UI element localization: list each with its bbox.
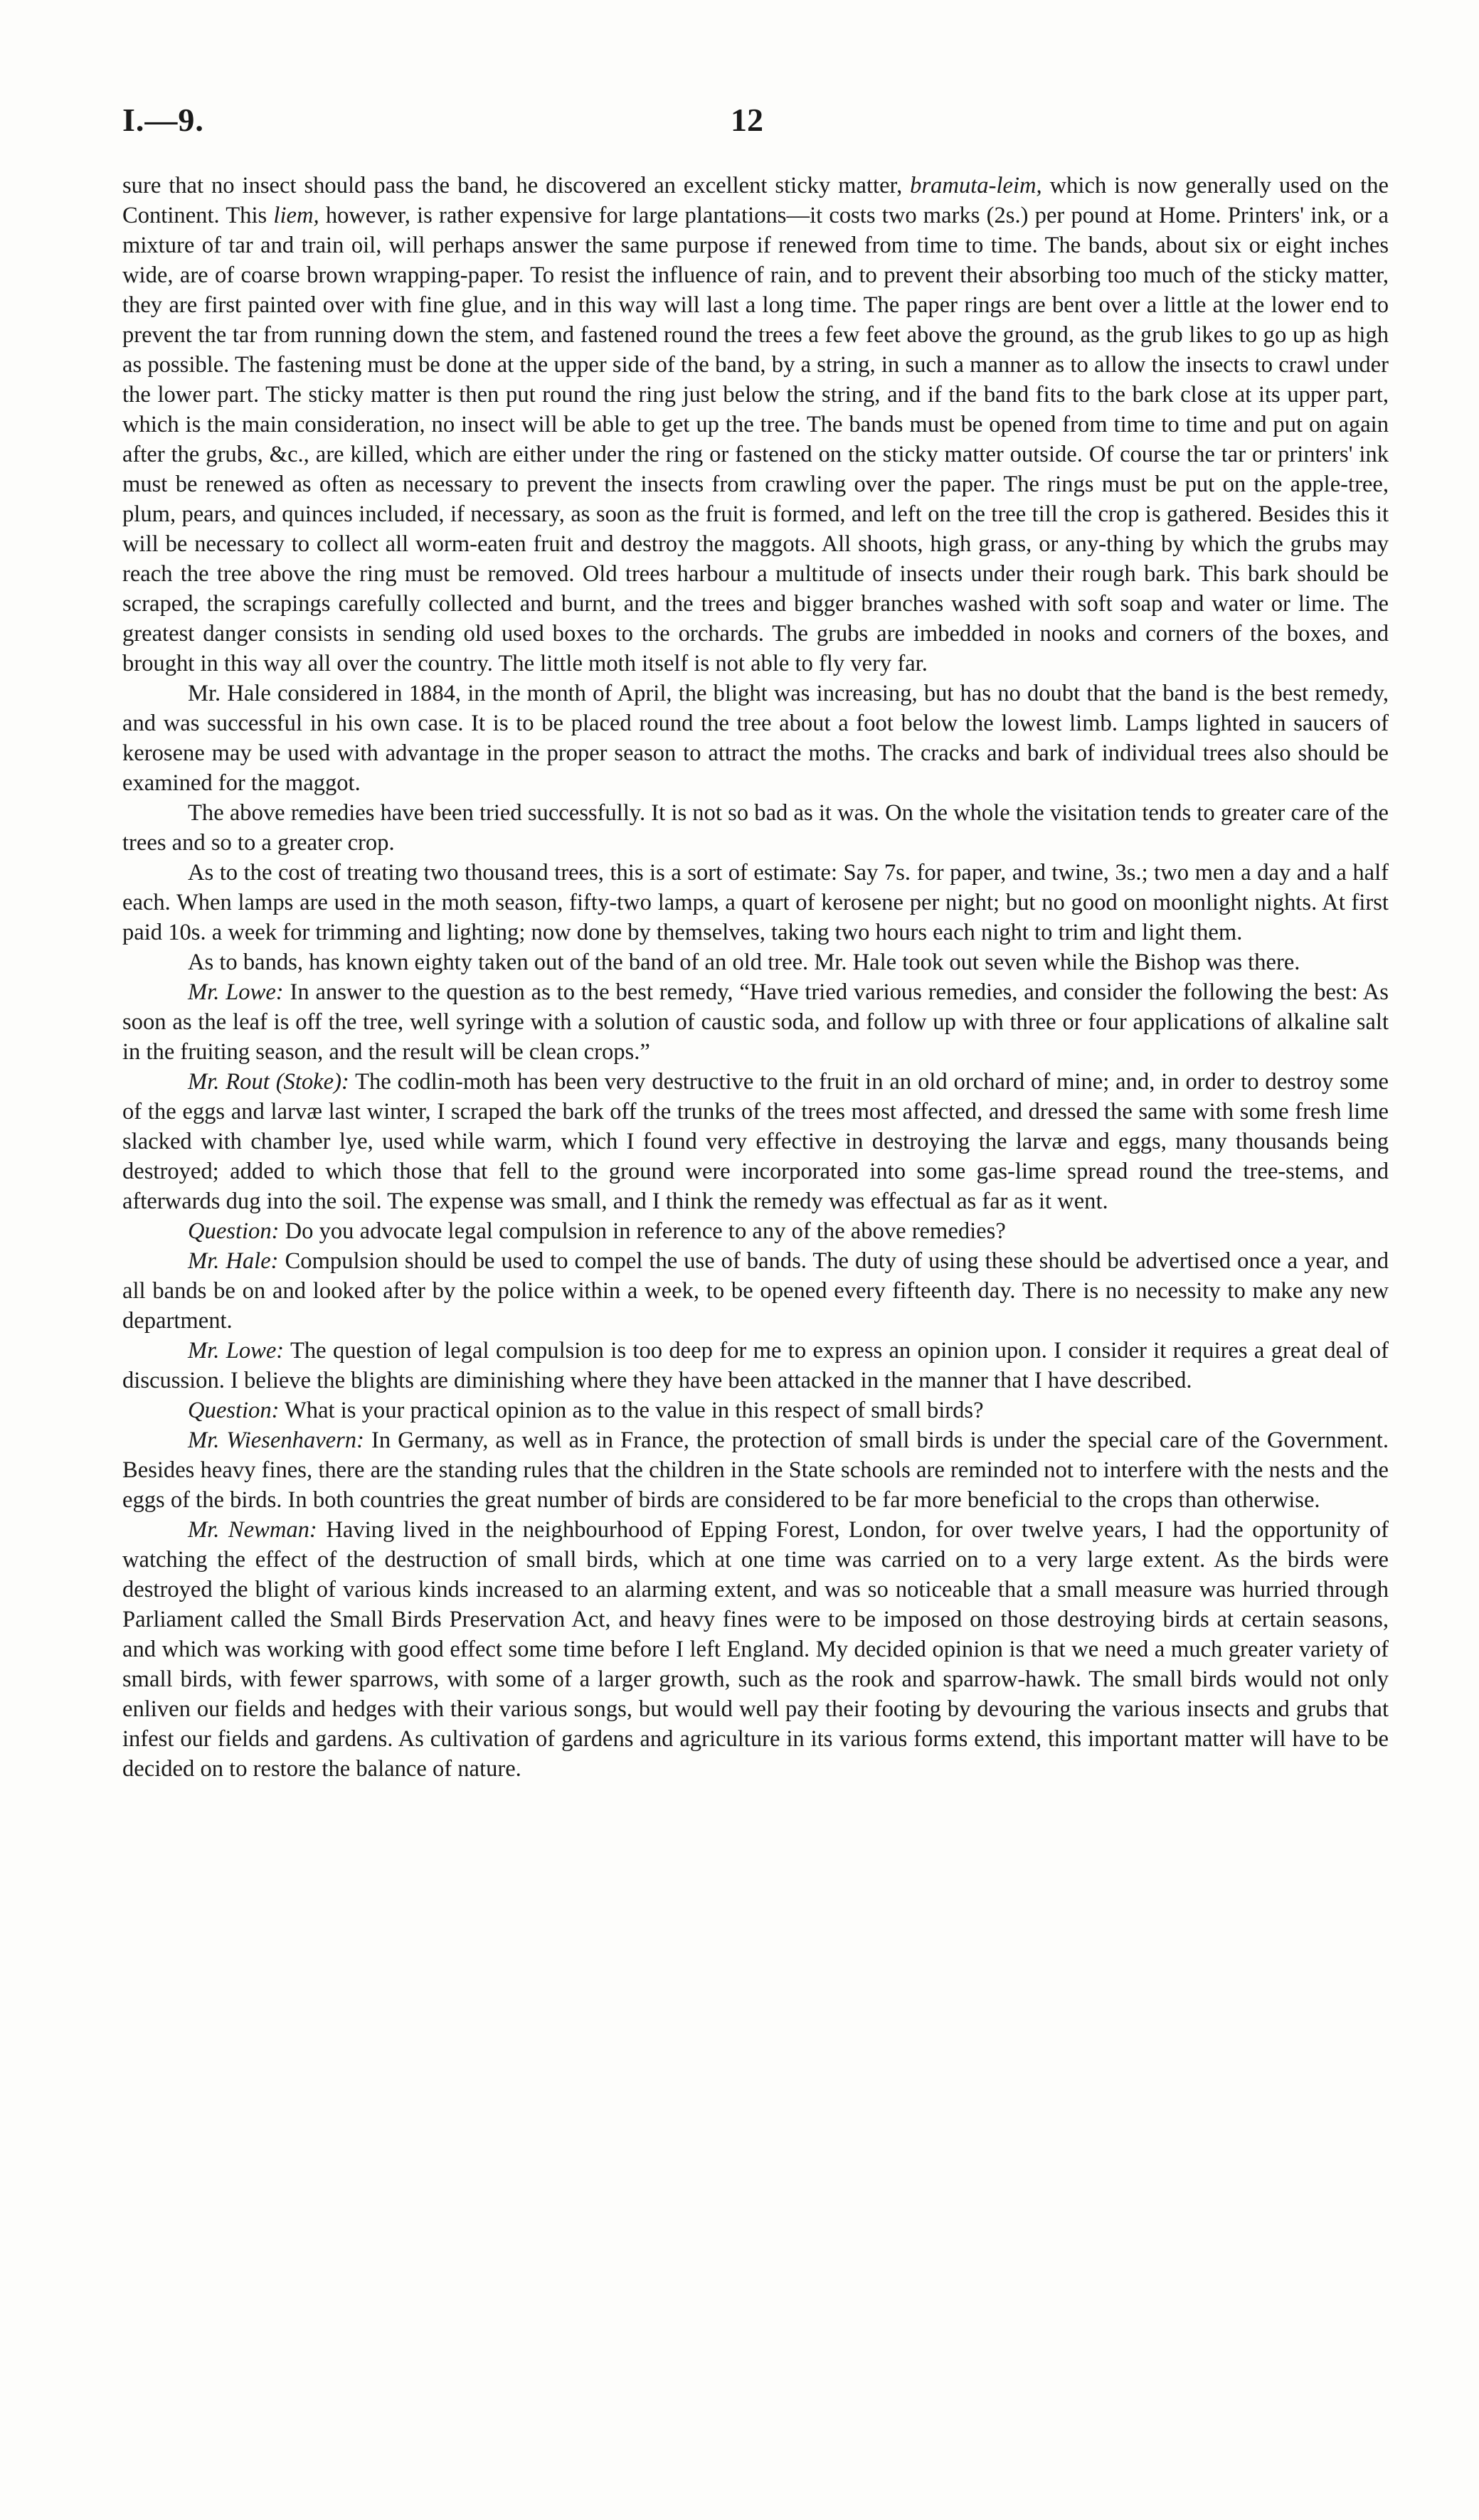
paragraph-text: In answer to the question as to the best remedy, “Have tried various remedies, and consider the following the best: As soon as the leaf is off the tree, well syringe with a solution of caustic soda, and follow up with three or four applications of alkaline salt in the fruiting season, and the result will be clean crops.” [122,979,1389,1065]
paragraph-text: As to the cost of treating two thousand trees, this is a sort of estimate: Say 7s. for paper, and twine, 3s.; two men a day and a half each. When lamps are used in the moth season, fifty-two lamps, a quart of kerosene per night; but no good on moonlight nights. At first paid 10s. a week for trimming and lighting; now done by themselves, taking two hours each night to trim and light them. [122,860,1389,945]
italic-term: bramuta-leim, [910,173,1042,198]
speaker-label: Mr. Lowe: [188,979,284,1005]
paragraph-text: The codlin-moth has been very destructive to the fruit in an old orchard of mine; and, in order to destroy some of the eggs and larvæ last winter, I scraped the bark off the trunks of the trees most affected, and dressed the same with some fresh lime slacked with chamber lye, used while warm, which I found very effective in destroying the larvæ and eggs, many thousands being destroyed; added to which those that fell to the ground were incorporated into some gas-lime spread round the tree-stems, and afterwards dug into the soil. The expense was small, and I think the remedy was effectual as far as it went. [122,1069,1389,1214]
paragraph [122,1336,1389,1395]
paragraph-text: The above remedies have been tried successfully. It is not so bad as it was. On the whole the visitation tends to greater care of the trees and so to a greater crop. [122,800,1389,856]
speaker-label: Question: [188,1218,280,1244]
paragraph [122,798,1389,858]
speaker-label: Mr. Rout (Stoke): [188,1069,349,1095]
speaker-label: Question: [188,1398,280,1423]
paragraph [122,1515,1389,1784]
paragraph-text: however, is rather expensive for large plantations—it costs two marks (2s.) per pound at Home. Printers' ink, or a mixture of tar and train oil, will perhaps answer the same purpose if renewed from time to time. The bands, about six or eight inches wide, are of coarse brown wrapping-paper. To resist the influence of rain, and to prevent their absorbing too much of the sticky matter, they are first painted over with fine glue, and in this way will last a long time. The paper rings are bent over a little at the lower end to prevent the tar from running down the stem, and fastened round the trees a few feet above the ground, as the grub likes to go up as high as possible. The fastening must be done at the upper side of the band, by a string, in such a manner as to allow the insects to crawl under the lower part. The sticky matter is then put round the ring just below the string, and if the band fits to the bark close at its upper part, which is the main consideration, no insect will be able to get up the tree. The bands must be opened from time to time and put on again after the grubs, &c., are killed, which are either under the ring or fastened on the sticky matter outside. Of course the tar or printers' ink must be renewed as often as necessary to prevent the insects from crawling over the paper. The rings must be put on the apple-tree, plum, pears, and quinces included, if necessary, as soon as the fruit is formed, and left on the tree till the crop is gathered. Besides this it will be necessary to collect all worm-eaten fruit and destroy the maggots. All shoots, high grass, or any-thing by which the grubs may reach the tree above the ring must be removed. Old trees harbour a multitude of insects under their rough bark. This bark should be scraped, the scrapings carefully collected and burnt, and the trees and bigger branches washed with soft soap and water or lime. The greatest danger consists in sending old used boxes to the orchards. The grubs are imbedded in nooks and corners of the boxes, and brought in this way all over the country. The little moth itself is not able to fly very far. [122,203,1389,676]
paragraph-text: What is your practical opinion as to the value in this respect of small birds? [285,1398,984,1423]
speaker-label: Mr. Lowe: [188,1338,285,1363]
speaker-label: Mr. Hale: [188,1248,279,1274]
italic-term: liem, [273,203,319,228]
paragraph [122,1067,1389,1216]
paper-series-number: I.—9. [122,102,204,138]
paragraph [122,947,1389,977]
paragraph-text: In Germany, as well as in France, the protection of small birds is under the special care of the Government. Besides heavy fines, there are the standing rules that the children in the State schools are reminded not to interfere with the nests and the eggs of the birds. In both countries the great number of birds are considered to be far more beneficial to the crops than otherwise. [122,1428,1389,1513]
paragraph-text: sure that no insect should pass the band, he discovered an excellent sticky matter, [122,173,911,198]
body-text [122,171,1389,1784]
paragraph-text: Mr. Hale considered in 1884, in the month of April, the blight was increasing, but has no doubt that the band is the best remedy, and was successful in his own case. It is to be placed round the tree about a foot below the lowest limb. Lamps lighted in saucers of kerosene may be used with advantage in the proper season to attract the moths. The cracks and bark of individual trees also should be examined for the maggot. [122,681,1389,796]
paragraph [122,679,1389,798]
paragraph [122,858,1389,947]
paragraph-text: Compulsion should be used to compel the use of bands. The duty of using these should be advertised once a year, and all bands be on and looked after by the police within a week, to be opened every fifteenth day. There is no necessity to make any new department. [122,1248,1389,1334]
paragraph [122,1395,1389,1425]
paragraph-text: Having lived in the neighbourhood of Epping Forest, London, for over twelve years, I had the opportunity of watching the effect of the destruction of small birds, which at one time was carried on to a very large extent. As the birds were destroyed the blight of various kinds increased to an alarming extent, and was so noticeable that a small measure was hurried through Parliament called the Small Birds Preservation Act, and heavy fines were to be imposed on those destroying birds at certain seasons, and which was working with good effect some time before I left England. My decided opinion is that we need a much greater variety of small birds, with fewer sparrows, with some of a larger growth, such as the rook and sparrow-hawk. The small birds would not only enliven our fields and hedges with their various songs, but would well pay their footing by devouring the various insects and grubs that infest our fields and gardens. As cultivation of gardens and agriculture in its various forms extend, this important matter will have to be decided on to restore the balance of nature. [122,1517,1389,1782]
page-number: 12 [731,102,763,138]
paragraph-text: The question of legal compulsion is too deep for me to express an opinion upon. I consider it requires a great deal of discussion. I believe the blights are diminishing where they have been attacked in the manner that I have described. [122,1338,1389,1393]
paragraph [122,171,1389,679]
paragraph [122,1216,1389,1246]
paragraph-text: As to bands, has known eighty taken out of the band of an old tree. Mr. Hale took out seven while the Bishop was there. [188,950,1300,975]
paragraph [122,1425,1389,1515]
page-header [122,101,1389,144]
speaker-label: Mr. Newman: [188,1517,317,1543]
paragraph [122,1246,1389,1336]
paragraph-text: Do you advocate legal compulsion in reference to any of the above remedies? [285,1218,1006,1244]
paragraph [122,977,1389,1067]
speaker-label: Mr. Wiesenhavern: [188,1428,364,1453]
paragraph-text: which is now generally used on the Continent. This [122,173,1389,228]
